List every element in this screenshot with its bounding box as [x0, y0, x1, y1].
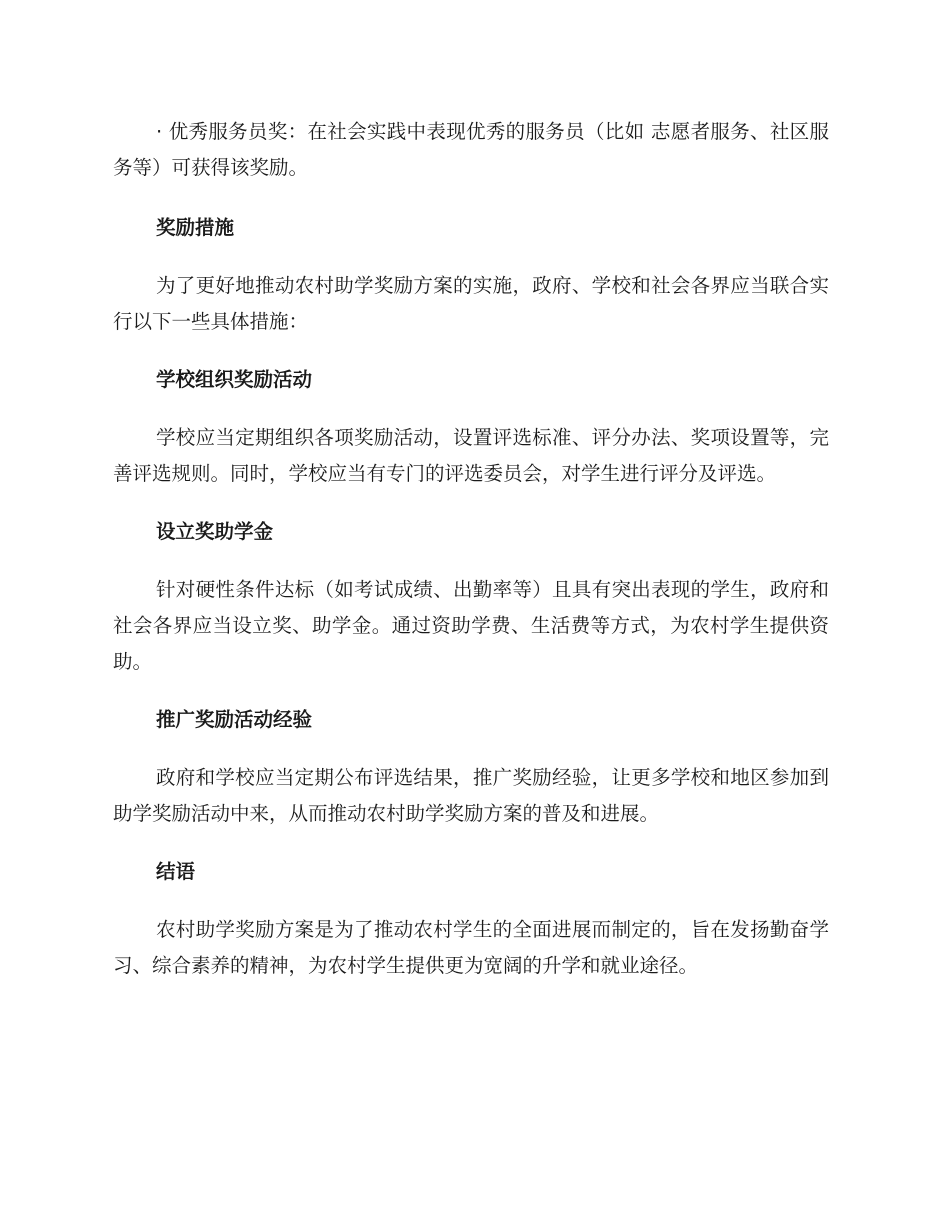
section-body-reward-measures: 为了更好地推动农村助学奖励方案的实施，政府、学校和社会各界应当联合实行以下一些具体措施： — [113, 274, 829, 333]
section-body-conclusion: 农村助学奖励方案是为了推动农村学生的全面进展而制定的，旨在发扬勤奋学习、综合素养的精神，为农村学生提供更为宽阔的升学和就业途径。 — [113, 918, 829, 977]
section-heading-reward-measures: 奖励措施 — [156, 216, 235, 239]
bullet-paragraph: · 优秀服务员奖：在社会实践中表现优秀的服务员（比如 志愿者服务、社区服务等）可获得该奖励。 — [113, 120, 829, 179]
section-body-promote-experience: 政府和学校应当定期公布评选结果，推广奖励经验，让更多学校和地区参加到助学奖励活动中来，从而推动农村助学奖励方案的普及和进展。 — [113, 766, 829, 825]
section-body-school-activities: 学校应当定期组织各项奖励活动，设置评选标准、评分办法、奖项设置等，完善评选规则。同时，学校应当有专门的评选委员会，对学生进行评分及评选。 — [113, 426, 829, 485]
section-heading-school-activities: 学校组织奖励活动 — [156, 368, 313, 391]
section-heading-scholarship: 设立奖助学金 — [156, 520, 274, 543]
section-heading-promote-experience: 推广奖励活动经验 — [156, 708, 313, 731]
document-page — [113, 114, 829, 1006]
section-heading-conclusion: 结语 — [156, 860, 196, 883]
section-body-scholarship: 针对硬性条件达标（如考试成绩、出勤率等）且具有突出表现的学生，政府和社会各界应当设立奖、助学金。通过资助学费、生活费等方式，为农村学生提供资助。 — [113, 578, 829, 673]
